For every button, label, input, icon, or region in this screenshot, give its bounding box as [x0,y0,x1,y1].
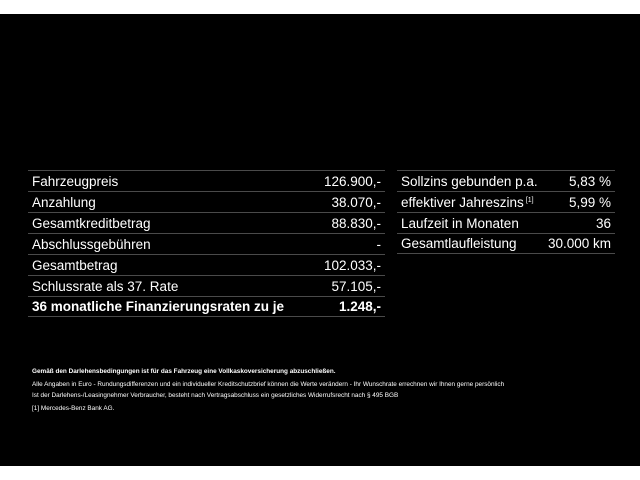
footnote-mark: [1] [32,405,40,412]
row-value: 5,83 % [568,173,611,189]
row-term-months [397,212,615,233]
row-closing-fees [28,233,385,254]
row-value: 5,99 % [568,194,611,210]
row-value: 1.248,- [338,299,381,314]
row-value: 126.900,- [323,173,381,189]
rounding-note: Alle Angaben in Euro - Rundungsdifferenzen und ein individueller Kreditschutzbrief können die Werte verändern - Ihr Wunschrate errechnen wir Ihnen gerne persönlich [32,381,505,388]
row-label-text: effektiver Jahreszins [401,194,524,210]
financing-panel [0,14,640,466]
footnote-text: Mercedes-Benz Bank AG. [40,405,115,412]
row-value: 38.070,- [331,194,381,210]
row-value: 88.830,- [331,215,381,231]
insurance-note: Gemäß den Darlehensbedingungen ist für das Fahrzeug eine Vollkaskoversicherung abzuschließen. [32,368,336,375]
row-value: 57.105,- [331,278,381,294]
row-nominal-rate [397,170,615,191]
withdrawal-note: Ist der Darlehens-/Leasingnehmer Verbraucher, besteht nach Vertragsabschluss ein gesetzliches Widerrufsrecht nach § 495 BGB [32,392,399,399]
row-label: Schlussrate als 37. Rate [32,278,179,294]
row-label: Anzahlung [32,194,96,210]
row-label: Sollzins gebunden p.a. [401,173,538,189]
row-label [401,195,534,210]
row-label: 36 monatliche Finanzierungsraten zu je [32,299,285,314]
row-label: Laufzeit in Monaten [401,215,519,231]
row-final-installment [28,275,385,296]
row-total-credit [28,212,385,233]
row-label: Fahrzeugpreis [32,173,119,189]
row-label: Gesamtlaufleistung [401,236,517,251]
row-down-payment [28,191,385,212]
row-total-amount [28,254,385,275]
interest-table [397,170,615,254]
row-total-mileage [397,233,615,254]
row-label: Gesamtkreditbetrag [32,215,151,231]
row-value: 36 [595,215,611,231]
row-monthly-installment [28,296,385,317]
row-value: 30.000 km [547,236,611,251]
row-vehicle-price [28,170,385,191]
legal-notes [32,366,612,414]
row-value: - [376,236,381,252]
footnote [32,403,612,414]
footnote-mark: [1] [525,196,534,204]
financing-table [28,170,385,317]
row-value: 102.033,- [323,257,381,273]
row-label: Abschlussgebühren [32,236,151,252]
row-effective-rate [397,191,615,212]
row-label: Gesamtbetrag [32,257,118,273]
